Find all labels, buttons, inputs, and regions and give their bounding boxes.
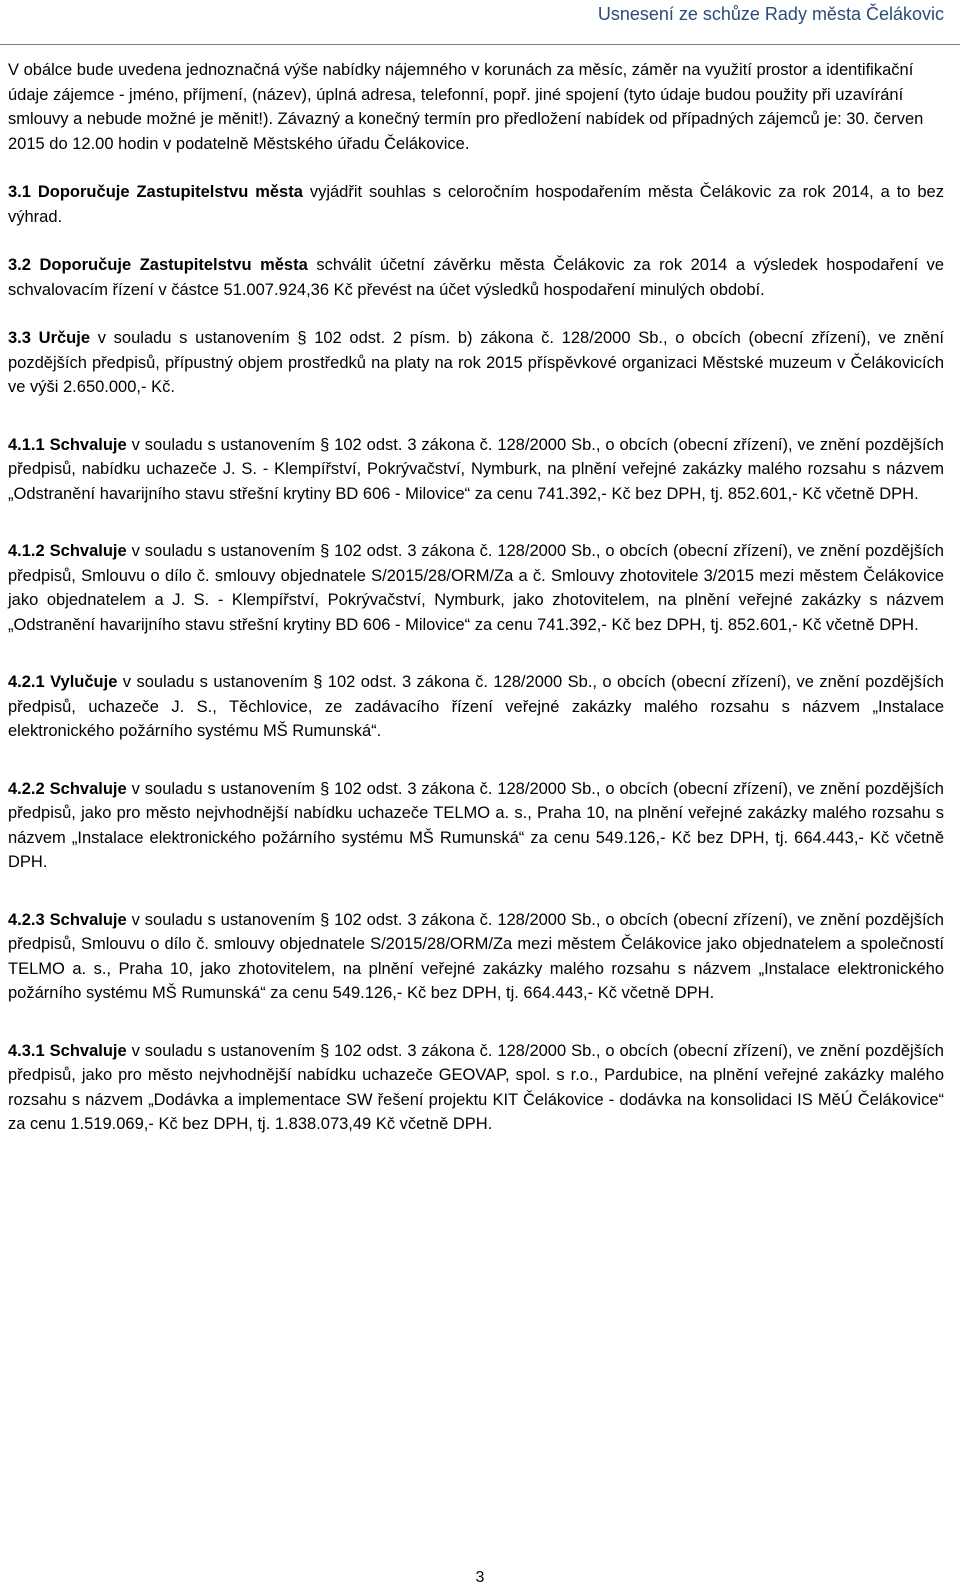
resolution-3-2 bbox=[8, 253, 944, 302]
intro-paragraph: V obálce bude uvedena jednoznačná výše nabídky nájemného v korunách za měsíc, záměr na využití prostor a identifikační údaje zájemce - jméno, příjmení, (název), úplná adresa, telefonní, popř. jiné spojení (tyto údaje budou použity při uzavírání smlouvy a nebude možné je měnit!). Závazný a konečný termín pro předložení nabídek od případných zájemců je: 30. červen 2015 do 12.00 hodin v podatelně Městského úřadu Čelákovice. bbox=[8, 61, 924, 153]
resolution-verb: Doporučuje Zastupitelstvu města bbox=[39, 256, 308, 274]
resolution-text: v souladu s ustanovením § 102 odst. 3 zákona č. 128/2000 Sb., o obcích (obecní zřízení), ve znění pozdějších předpisů, uchazeče J. S., Těchlovice, ze zadávacího řízení veřejné zakázky malého rozsahu s názvem „Instalace elektronického požárního systému MŠ Rumunská“. bbox=[8, 673, 944, 740]
resolution-verb: Schvaluje bbox=[49, 542, 127, 560]
resolution-3-3 bbox=[8, 326, 944, 400]
resolution-4-1-2 bbox=[8, 539, 944, 637]
resolution-verb: Vylučuje bbox=[50, 673, 118, 691]
resolution-4-2-3 bbox=[8, 908, 944, 1006]
resolution-number: 4.1.1 bbox=[8, 435, 45, 454]
page-header-title: Usnesení ze schůze Rady města Čelákovic bbox=[597, 4, 944, 24]
resolution-text: v souladu s ustanovením § 102 odst. 2 písm. b) zákona č. 128/2000 Sb., o obcích (obecní zřízení), ve znění pozdějších předpisů, přípustný objem prostředků na platy na rok 2015 příspěvkové organizaci Městské muzeum v Čelákovicích ve výši 2.650.000,- Kč. bbox=[8, 329, 944, 396]
resolution-text: v souladu s ustanovením § 102 odst. 3 zákona č. 128/2000 Sb., o obcích (obecní zřízení), ve znění pozdějších předpisů, jako pro město nejvhodnější nabídku uchazeče TELMO a. s., Praha 10, na plnění veřejné zakázky malého rozsahu s názvem „Instalace elektronického požárního systému MŠ Rumunská“ za cenu 549.126,- Kč bez DPH, tj. 664.443,- Kč včetně DPH. bbox=[8, 779, 944, 871]
resolution-number: 4.3.1 bbox=[8, 1041, 45, 1060]
resolution-text: vyjádřit souhlas s celoročním hospodařením města Čelákovic za rok 2014, a to bez výhrad. bbox=[8, 183, 944, 226]
resolution-text: v souladu s ustanovením § 102 odst. 3 zákona č. 128/2000 Sb., o obcích (obecní zřízení), ve znění pozdějších předpisů, jako pro město nejvhodnější nabídku uchazeče GEOVAP, spol. s r.o., Pardubice, na plnění veřejné zakázky malého rozsahu s názvem „Dodávka a implementace SW řešení projektu KIT Čelákovice - dodávka na konsolidaci IS MěÚ Čelákovice“ za cenu 1.519.069,- Kč bez DPH, tj. 1.838.073,49 Kč včetně DPH. bbox=[8, 1041, 944, 1133]
resolution-4-1-1 bbox=[8, 433, 944, 507]
resolution-verb: Doporučuje Zastupitelstvu města bbox=[37, 183, 303, 201]
resolution-number: 3.2 bbox=[8, 256, 31, 274]
resolution-verb: Schvaluje bbox=[49, 910, 127, 929]
resolution-4-2-1 bbox=[8, 670, 944, 744]
page-number: 3 bbox=[475, 1569, 485, 1586]
resolution-4-2-2 bbox=[8, 777, 944, 875]
resolution-text: v souladu s ustanovením § 102 odst. 3 zákona č. 128/2000 Sb., o obcích (obecní zřízení), ve znění pozdějších předpisů, Smlouvu o dílo č. smlouvy objednatele S/2015/28/ORM/Za a č. Smlouvy zhotovitele 3/2015 mezi městem Čelákovice jako objednatelem a J. S. - Klempířství, Pokrývačství, Nymburk, jako zhotovitelem, na plnění veřejné zakázky s názvem „Odstranění havarijního stavu střešní krytiny BD 606 - Milovice“ za cenu 741.392,- Kč bez DPH, tj. 852.601,- Kč včetně DPH. bbox=[8, 542, 944, 634]
header-divider bbox=[0, 44, 960, 45]
resolution-3-1 bbox=[8, 180, 944, 229]
resolution-verb: Schvaluje bbox=[49, 779, 127, 798]
resolution-text: v souladu s ustanovením § 102 odst. 3 zákona č. 128/2000 Sb., o obcích (obecní zřízení), ve znění pozdějších předpisů, Smlouvu o dílo č. smlouvy objednatele S/2015/28/ORM/Za mezi městem Čelákovice jako objednatelem a společností TELMO a. s., Praha 10, jako zhotovitelem, na plnění veřejné zakázky malého rozsahu s názvem „Instalace elektronického požárního systému MŠ Rumunská“ za cenu 549.126,- Kč bez DPH, tj. 664.443,- Kč včetně DPH. bbox=[8, 910, 944, 1002]
resolution-text: schválit účetní závěrku města Čelákovic za rok 2014 a výsledek hospodaření ve schvalovacím řízení v částce 51.007.924,36 Kč převést na účet výsledků hospodaření minulých období. bbox=[8, 256, 944, 299]
resolution-number: 3.3 bbox=[8, 329, 31, 347]
resolution-verb: Schvaluje bbox=[49, 1041, 127, 1060]
resolution-verb: Určuje bbox=[38, 329, 91, 347]
resolution-text: v souladu s ustanovením § 102 odst. 3 zákona č. 128/2000 Sb., o obcích (obecní zřízení), ve znění pozdějších předpisů, nabídku uchazeče J. S. - Klempířství, Pokrývačství, Nymburk, na plnění veřejné zakázky malého rozsahu s názvem „Odstranění havarijního stavu střešní krytiny BD 606 - Milovice“ za cenu 741.392,- Kč bez DPH, tj. 852.601,- Kč včetně DPH. bbox=[8, 435, 944, 503]
resolution-verb: Schvaluje bbox=[49, 435, 127, 454]
resolution-number: 4.2.2 bbox=[8, 779, 45, 798]
resolution-4-3-1 bbox=[8, 1039, 944, 1137]
resolution-number: 3.1 bbox=[8, 183, 31, 201]
document-body bbox=[8, 58, 944, 1137]
resolution-number: 4.1.2 bbox=[8, 542, 45, 560]
resolution-number: 4.2.3 bbox=[8, 910, 45, 929]
resolution-number: 4.2.1 bbox=[8, 673, 45, 691]
